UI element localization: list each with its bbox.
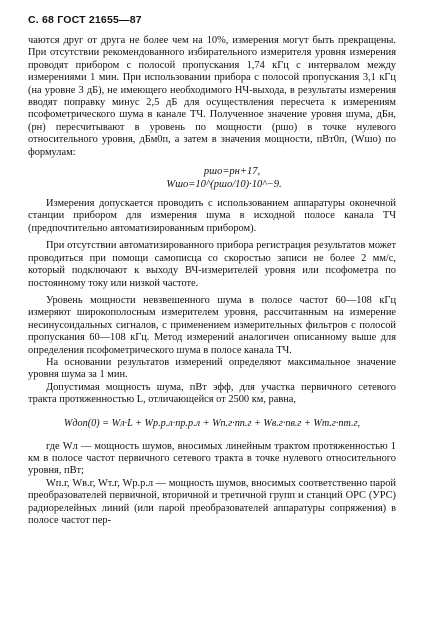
paragraph-max-level: На основании результатов измерений определяют максимальное значение уровня шума за 1 мин. [28,356,396,381]
page-header: С. 68 ГОСТ 21655—87 [28,14,142,26]
paragraph-converter-noise: Wп.г, Wв.г, Wт.г, Wр.р.л — мощность шумов, вносимых соответственно парой преобразователей первичной, вторичной и третичной групп и станций ОРС (УРС) радиорелейных линий (или парой преобразователей аппаратуры сопряжения) в полосе частот пер- [28,477,396,526]
paragraph-allowed-power: Допустимая мощность шума, пВт эфф, для участка первичного сетевого тракта протяженностью L, отличающейся от 2500 км, равна, [28,381,396,406]
paragraph-terminal-equipment: Измерения допускается проводить с использованием аппаратуры оконечной станции прибором для измерения шума в исходной полосе канала ТЧ (предпочтительно автоматизированным прибором). [28,198,396,234]
formula-allowed-noise: Wдоп(0) = Wл·L + Wр.р.л·nр.р.л + Wп.г·nп.г + Wв.г·nв.г + Wт.г·nт.г, [63,417,361,429]
paragraph-unweighted-noise: Уровень мощности невзвешенного шума в полосе частот 60—108 кГц измеряют широкополосным измерителем уровня, рассчитанным на измерение несинусоидальных сигналов, с применением измерительных фильтров с полосой пропускания 60—108 кГц. Метод измерений аналогичен описанному выше для определения псофометрического шума в полосе канала ТЧ. [28,294,396,356]
paragraph-recorder: При отсутствии автоматизированного прибора регистрация результатов может проводиться при помощи самописца со скоростью записи не более 2 мм/с, который подключают к выходу ВЧ-измерителей уровня или псофометра по постоянному току или низкой частоте. [28,240,396,289]
formula-power-conversion: Wшо=10^(pшо/10)·10^−9. [166,179,282,191]
paragraph-continuation: чаются друг от друга не более чем на 10%, измерения могут быть прекращены. При отсутствии рекомендованного избирательного измерителя уровня измерения проводят прибором с полосой пропускания 1,74 кГц с интервалом между измерениями 1 мин. При использовании прибора с полосой пропускания 3,1 кГц (на уровне 3 дБ), не имеющего необходимого НЧ-выхода, в результаты измерения вводят поправку минус 2,5 дБ для осуществления пересчета к измерениям псофометрического шума в канале ТЧ. Полученное значение уровня шума, дБн, (pн) пересчитывают в уровень по мощности (pшо) в точке нулевого относительного уровня, дБм0п, а затем в значения мощности, пВт0п, (Wшо) по формулам: [28,35,396,158]
paragraph-where-definition: где Wл — мощность шумов, вносимых линейным трактом протяженностью 1 км в полосе частот первичного сетевого тракта в точке нулевого относительного уровня, пВт; [28,440,396,477]
formula-level-conversion: pшо=pн+17, [203,166,261,178]
